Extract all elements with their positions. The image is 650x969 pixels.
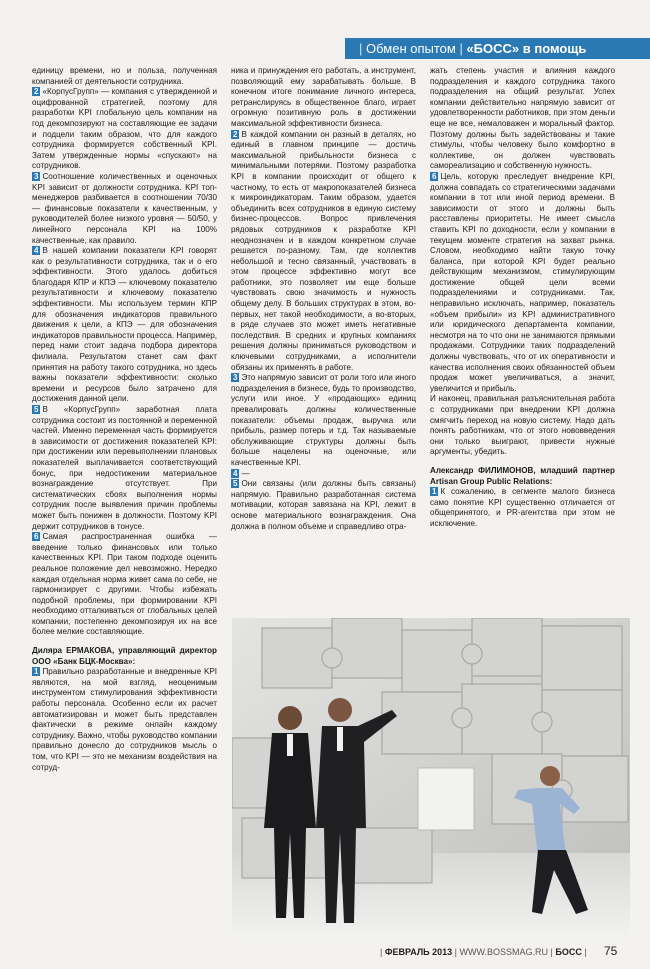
column-1 xyxy=(32,66,217,773)
answer-number-badge: 2 xyxy=(34,87,39,97)
answer-number-badge: 1 xyxy=(432,487,437,497)
paragraph xyxy=(430,487,615,529)
paragraph-text: жать степень участия и влияния каждого подразделения и каждого сотрудника такого подразделения на общий результат. Успех компании действительно напрямую зависит от удовлетворенности работников, при этом деньги еще не все, немаловажен и моральный фактор. Поэтому должны быть задействованы и такие стимулы, чтобы человеку было комфортно в коллективе, он должен чувствовать самореализацию и собственную нужность. xyxy=(430,66,615,171)
paragraph xyxy=(231,479,416,532)
page-number: 75 xyxy=(604,944,618,958)
paragraph xyxy=(32,87,217,172)
answer-number-badge: 2 xyxy=(233,129,238,139)
paragraph xyxy=(32,532,217,638)
section-title: Обмен опытом xyxy=(366,41,456,56)
answer-number-badge: 1 xyxy=(34,667,39,677)
answer-number-badge: 5 xyxy=(34,405,39,414)
answer-number-badge: 3 xyxy=(34,171,39,181)
paragraph-text: «КорпусГрупп» — компания с утвержденной и оцифрованной стратегией, поэтому для разработки KPI глобальную цель компании на год декомпозируют на составляющие ее задачи и подцели таким образом, что для каждого сотрудника формируется собственный KPI. Затем утвержденные нормы «спускают» на сотрудников. xyxy=(32,87,217,171)
page-header xyxy=(0,0,650,64)
issue-date: ФЕВРАЛЬ 2013 xyxy=(384,947,453,957)
paragraph xyxy=(430,172,615,394)
paragraph xyxy=(32,246,217,405)
paragraph-text: ника и принуждения его работать, а инструмент, позволяющий ему зарабатывать больше. В конечном итоге понимание личного интереса, ретранслируясь в общественное благо, играет огромную позитивную роль в достижении максимальной эффективности бизнеса. xyxy=(231,66,416,128)
answer-number-badge: 6 xyxy=(432,171,437,181)
paragraph-text: Самая распространенная ошибка — введение только финансовых или только качественных KPI. При таком подходе оценить реальное положение дел невозможно. Нередко каждая отдельная норма живет сама по себе, не гармонизирует с другими. Чтобы избежать подобной проблемы, при формировании KPI необходимо отталкиваться от глобальных целей компании, постепенно декомпозируя их на все более мелкие составляющие. xyxy=(32,532,217,637)
column-2 xyxy=(231,66,416,532)
photo-illustration xyxy=(232,618,630,938)
paragraph-text: Соотношение количественных и оценочных KPI зависит от должности сотрудника. KPI топ-менеджеров разбивается в соотношении 70/30 — финансовые показатели к качественным, у руководителей более низкого уровня — 50/50, у линейного персонала KPI на 100% качественные, как правило. xyxy=(32,171,217,245)
paragraph-text: В нашей компании показатели KPI говорят как о результативности сотрудника, так и о его эффективности. Этого удалось добиться благодаря КПР и КПЭ — ключевому показателю результативности и ключевому показателю эффективности. Мы используем термин КПР для обозначения индикаторов правильного движения к цели, а КПЭ — для обозначения индикаторов правильности процесса. Например, перед нами стоит задача подбора директора филиала. Результатом станет сам факт принятия на работу такого сотрудника, но здесь важны показатели эффективности: сколько времени и ресурсов было затрачено для достижения данной цели. xyxy=(32,246,217,404)
paragraph-text: — xyxy=(241,468,250,478)
paragraph xyxy=(32,405,217,532)
paragraph-text: Правильно разработанные и внедренные KPI являются, на мой взгляд, неоценимым инструментом стимулирования эффективности работы персонала. Особенно если их расчет автоматизирован и может быть представлен фактически в режиме онлайн каждому сотруднику. Важно, чтобы руководство компании правильно донесло до сотрудников мысль о том, что KPI — это не механизм воздействия на сотруд- xyxy=(32,667,217,772)
column-3 xyxy=(430,66,615,530)
paragraph xyxy=(231,469,416,480)
paragraph xyxy=(32,667,217,773)
paragraph-text: Цель, которую преследует внедрение KPI, должна совпадать со стратегическими задачами компании в тот или иной период времени. В зависимости от этого и должны быть расставлены приоритеты. Не имеет смысла ставить KPI по доходности, если у компании в текущем моменте стратегия на захват рынка. Словом, необходимо найти такую точку баланса, при которой KPI будет реально действующим механизмом, стимулирующим достижение общей цели всеми подразделениями и сотрудниками. Так, неправильно исключать, например, показатель «объем прибыли» из KPI административного или юридического департамента компании, несмотря на то что они не занимаются прямыми продажами. Сотрудники таких подразделений должны чувствовать, что от их оперативности и качества исполнения своих обязанностей объем продаж может увеличиваться, а значит, увеличится и прибыль. xyxy=(430,171,615,393)
paragraph-text: Они связаны (или должны быть связаны) напрямую. Правильно разработанная система мотивации, которая завязана на KPI, лежит в основе материального вознаграждения. Она должна в полном объеме и справедливо отра- xyxy=(231,479,416,531)
puzzle-businessmen-photo xyxy=(232,618,630,938)
author-signature-1: Диляра ЕРМАКОВА, управляющий директор ООО «Банк БЦК-Москва»: xyxy=(32,646,217,666)
website: WWW.BOSSMAG.RU xyxy=(459,947,548,957)
paragraph xyxy=(430,66,615,172)
paragraph-text: К сожалению, в сегменте малого бизнеса само понятие KPI существенно отличается от общепринятого, и PR-агентства при этом не исключение. xyxy=(430,487,615,528)
answer-number-badge: 5 xyxy=(233,479,238,489)
paragraph-text: В «КорпусГрупп» заработная плата сотрудника состоит из постоянной и переменной частей. Именно переменная часть формируется в зависимости от достижения показателей KPI: при достижении или перевыполнении плановых показателей выплачивается соответствующий бонус, при недостижении материальное вознаграждение отсутствует. При систематических сбоях выполнения нормы сотрудник после выявления причин проблемы может быть понижен в должности. Поэтому KPI держит сотрудников в тонусе. xyxy=(32,405,217,531)
magazine-name: БОСС xyxy=(555,947,582,957)
paragraph xyxy=(231,130,416,374)
section-brand: «БОСС» в помощь xyxy=(466,41,587,56)
paragraph xyxy=(32,172,217,246)
section-header-bar: | Обмен опытом | «БОСС» в помощь xyxy=(345,38,650,59)
answer-number-badge: 6 xyxy=(34,532,39,542)
paragraph xyxy=(32,66,217,87)
page-footer: | ФЕВРАЛЬ 2013 | WWW.BOSSMAG.RU | БОСС | 75 xyxy=(380,944,618,958)
paragraph xyxy=(231,66,416,130)
answer-number-badge: 3 xyxy=(233,373,238,383)
author-signature-2: Александр ФИЛИМОНОВ, младший партнер Artisan Group Public Relations: xyxy=(430,465,615,486)
paragraph-text: И наконец, правильная разъяснительная работа с сотрудниками при внедрении KPI должна смягчить переход на новую систему. Надо дать понять работникам, что от этого нововведения они только выиграют, привести нужные аргументы, убедить. xyxy=(430,394,615,457)
answer-number-badge: 4 xyxy=(233,468,238,478)
answer-number-badge: 4 xyxy=(34,246,39,256)
paragraph-text: Это напрямую зависит от роли того или иного подразделения в бизнесе, будь то производство, услуги или иное. У «продающих» единиц превалировать должны количественные показатели: объемы продаж, выручка или прибыль, размер потерь и т.д. Так называемые обслуживающие структуры должны быть больше нацелены на оценочные, или качественные KPI. xyxy=(231,373,416,467)
paragraph-text: единицу времени, но и польза, полученная компанией от деятельности сотрудника. xyxy=(32,66,217,86)
paragraph-text: В каждой компании он разный в деталях, но единый в главном принципе — достичь максимальной прибыльности бизнеса с минимальными потерями. Поэтому разработка KPI в компании происходит от общего к частному, то есть от макропоказателей бизнеса к микроиндикаторам. Таким образом, удается объединить всех сотрудников в единую систему бизнес-процессов. Вопрос привлечения рядовых сотрудников к разработке KPI неоднозначен и в каждом конкретном случае решается по-разному. Там, где коллектив небольшой и тесно связанный, участвовать в этом процессе эффективно могут все работники, это позволяет им еще больше чувствовать свою значимость и нужность общему делу. В больших структурах в этом, во-первых, нет такой необходимости, а во-вторых, в ряде случаев это может иметь негативные последствия. В средних и крупных компаниях решения должны приниматься руководством и ключевыми сотрудниками, а исполнители обязаны их применять в работе. xyxy=(231,129,416,372)
paragraph xyxy=(231,373,416,468)
paragraph xyxy=(430,394,615,458)
